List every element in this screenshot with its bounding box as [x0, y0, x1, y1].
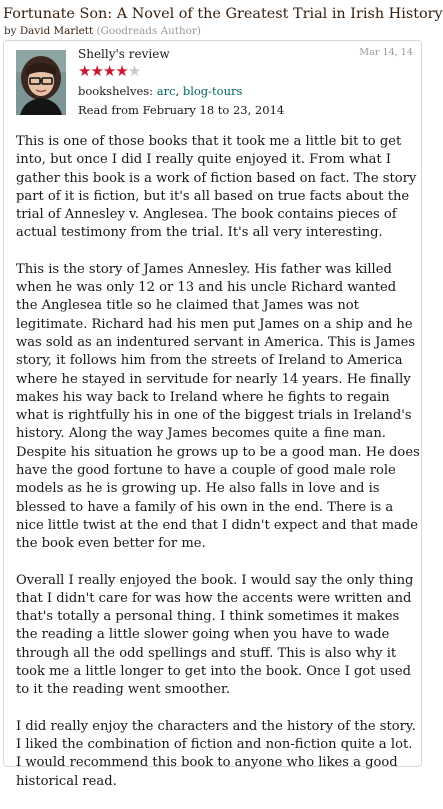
star-icon: ★: [115, 62, 128, 80]
byline: [4, 25, 424, 38]
bookshelves: [78, 83, 242, 99]
star-icon: ★: [90, 62, 103, 80]
shelf-link-blog-tours[interactable]: blog-tours: [182, 84, 243, 98]
star-icon: ★: [102, 62, 116, 80]
rating-stars: [78, 63, 140, 79]
reviewer-review-link[interactable]: Shelly's review: [78, 47, 170, 61]
shelf-link-arc[interactable]: arc: [156, 84, 176, 98]
author-role: (Goodreads Author): [96, 25, 201, 37]
review-date[interactable]: Mar 14, 14: [359, 47, 413, 58]
author-link[interactable]: David Marlett: [19, 25, 94, 37]
shelf-list: [157, 84, 243, 98]
bookshelves-label: bookshelves:: [78, 84, 154, 98]
review-text: [16, 133, 421, 809]
book-title-link[interactable]: Fortunate Son: A Novel of the Greatest Trial in Irish History: [3, 6, 443, 22]
reviewer-avatar[interactable]: [16, 50, 66, 115]
star-icon: ★: [78, 62, 91, 80]
review-card: [3, 40, 422, 789]
review-paragraph: Overall I really enjoyed the book. I would say the only thing that I didn't care for was how the accents were written and that's totally a personal thing. I think sometimes it makes the reading a little slower going when you have to wade through all the odd spellings and stuff. This is also why it took me a little longer to get into the book. Once I got used to it the reading went smoother.: [16, 572, 414, 698]
review-paragraph: This is the story of James Annesley. His father was killed when he was only 12 or 13 and his uncle Richard wanted the Anglesea title so he claimed that James was not legitimate. Richard had his men put James on a ship and he was sold as an indentured servant in America. This is James story, it follows him from the streets of Ireland to America where he stayed in servitude for nearly 14 years. He finally makes his way back to Ireland where he fights to regain what is rightfully his in one of the biggest trials in Ireland's history. Along the way James becomes quite a fine man. Despite his situation he grows up to be a good man. He does have the good fortune to have a couple of good male role models as he is growing up. He also falls in love and is blessed to have a family of his own in the end. There is a nice little twist at the end that I didn't expect and that made the book even better for me.: [16, 261, 420, 552]
shelf-separator: ,: [175, 84, 183, 98]
star-icon: ★: [127, 62, 141, 80]
by-prefix: by: [4, 25, 17, 37]
review-paragraph: This is one of those books that it took me a little bit to get into, but once I did I really quite enjoyed it. From what I gather this book is a work of fiction based on fact. The story part of it is fiction, but it's all based on true facts about the trial of Annesley v. Anglesea. The book contains pieces of actual testimony from the trial. It's all very interesting.: [16, 134, 417, 241]
read-dates: Read from February 18 to 23, 2014: [78, 103, 285, 117]
review-paragraph: I did really enjoy the characters and the history of the story. I liked the combination of fiction and non-fiction quite a lot. I would recommend this book to anyone who likes a good historical read.: [16, 718, 416, 789]
avatar-photo-icon: [16, 50, 66, 115]
